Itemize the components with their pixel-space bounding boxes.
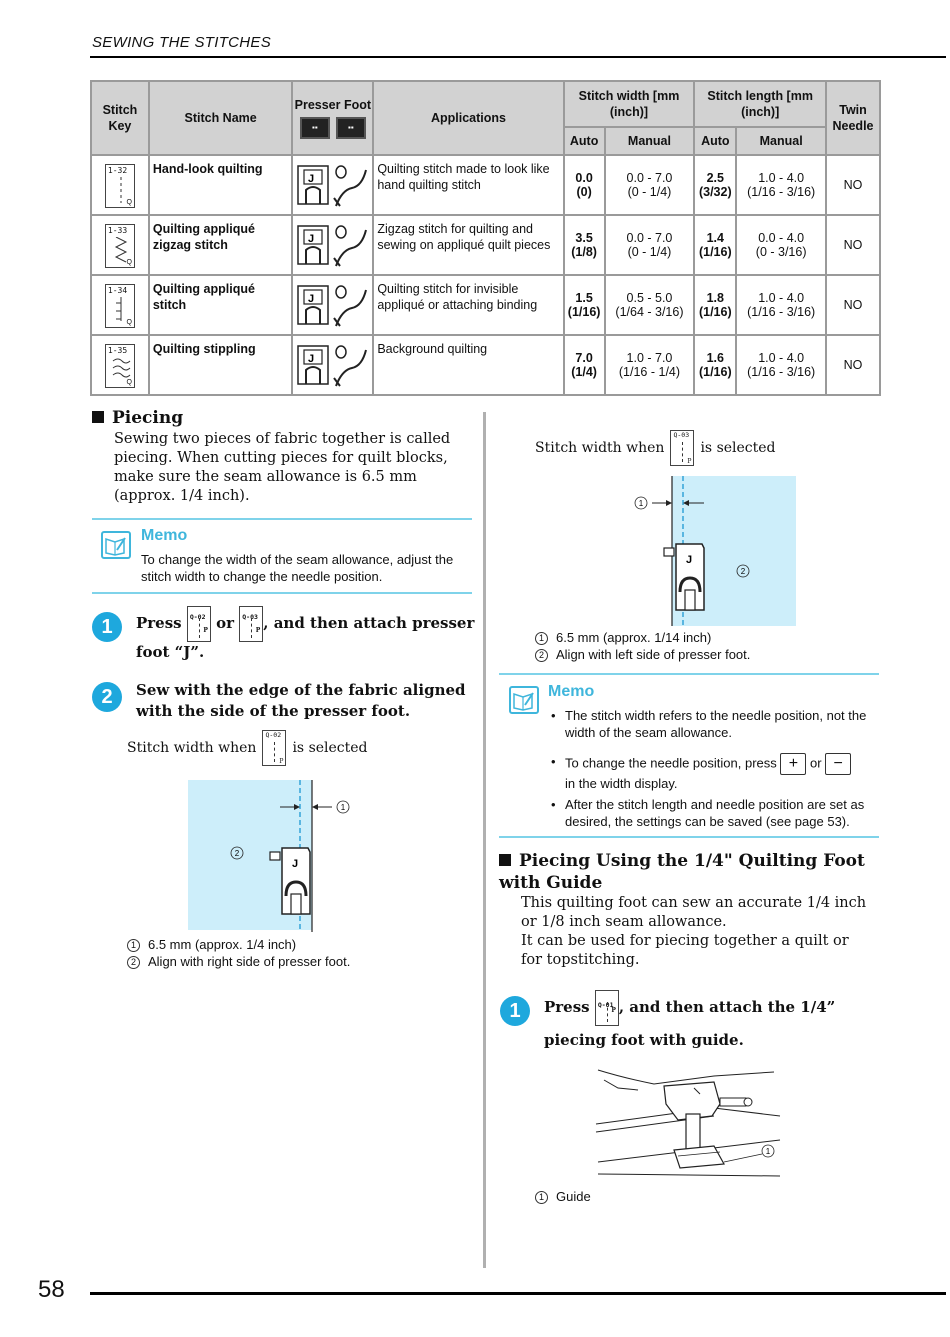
stitch-key-q: Q [126,379,132,386]
caption-right-after: is selected [700,440,776,456]
key-p: P [279,758,284,765]
length-auto-mm: 2.5 [706,171,724,185]
caption-left-before: Stitch width when [127,740,257,756]
stitch-table [90,80,881,396]
num-1-icon: 1 [535,632,548,645]
length-auto-inch: (1/16) [698,365,732,379]
step-1-right-badge: 1 [500,996,530,1026]
caption-right [535,430,776,466]
stitch-key-q02-icon [262,730,286,766]
length-manual-inch: (0 - 3/16) [755,245,807,259]
width-auto-mm: 0.0 [575,171,593,185]
table-row [91,155,880,215]
length-manual [736,275,826,335]
svg-text:J: J [307,172,314,185]
dash-icon [251,618,252,638]
svg-text:J: J [292,858,299,870]
memo2-bullet-2 [549,753,875,792]
memo2-rule-bottom [499,836,879,838]
foot-icon-b: ▪▪ [336,117,366,139]
stitch-key-icon [105,344,135,388]
quarter-inch-body-2: It can be used for piecing together a quilt or for topstitching. [521,933,849,968]
application-text: Zigzag stitch for quilting and sewing on appliqué quilt pieces [373,215,563,275]
width-auto [564,275,605,335]
stitch-name: Hand-look quilting [149,155,293,215]
width-auto-inch: (1/8) [571,245,597,259]
svg-text:1: 1 [765,1147,771,1156]
stitch-key-number: 1-33 [107,226,128,235]
header-stitch-name: Stitch Name [149,81,293,155]
length-auto-mm: 1.6 [706,351,724,365]
width-manual [605,335,695,395]
quarter-inch-heading [499,850,874,894]
svg-text:1: 1 [638,499,644,508]
width-manual-inch: (0 - 1/4) [627,245,672,259]
bullet-2-before: To change the needle position, press [565,755,777,771]
key-p: P [611,1007,616,1014]
quarter-inch-heading-text: Piecing Using the 1/4" Quilting Foot with Guide [499,851,865,893]
step-1-right-press: Press [544,998,590,1016]
footer-rule [90,1292,946,1295]
quarter-inch-body-1: This quilting foot can sew an accurate 1/4 inch or 1/8 inch seam allowance. [521,895,867,930]
application-text: Quilting stitch made to look like hand quilting stitch [373,155,563,215]
memo2-bullet-1: • The stitch width refers to the needle position, not the width of the seam allowance. [549,707,875,741]
memo-rule-bottom [92,592,472,594]
width-auto-inch: (1/16) [567,305,601,319]
stitch-key-cell [91,155,149,215]
key-label: Q-01 [597,1001,614,1009]
length-auto [694,155,736,215]
dash-icon [607,1002,608,1022]
caption-right-before: Stitch width when [535,440,665,456]
header-stitch-length: Stitch length [mm (inch)] [694,81,826,127]
key-p: P [203,627,208,634]
bullet-2-or: or [810,755,822,771]
application-text: Background quilting [373,335,563,395]
stitch-key-icon [105,164,135,208]
num-1-icon: 1 [535,1191,548,1204]
length-manual-inch: (1/16 - 3/16) [747,365,816,379]
length-manual-mm: 0.0 - 4.0 [758,231,805,245]
length-auto-mm: 1.8 [706,291,724,305]
stitch-key-number: 1-32 [107,166,128,175]
length-manual [736,335,826,395]
stitch-key-icon [105,224,135,268]
num-2-icon: 2 [535,649,548,662]
width-auto [564,335,605,395]
twin-needle: NO [826,155,880,215]
stitch-name: Quilting stippling [149,335,293,395]
header-stitch-width: Stitch width [mm (inch)] [564,81,695,127]
memo-title: Memo [141,527,188,544]
step-1-right-text [544,990,874,1054]
length-manual [736,155,826,215]
header-presser-foot-label: Presser Foot [294,98,372,112]
presser-foot-icon [292,275,373,335]
legend-right-text-2: Align with left side of presser foot. [556,647,751,662]
key-p: P [255,627,261,634]
length-auto-mm: 1.4 [706,231,724,245]
legend-left-item-1 [127,936,350,953]
width-manual [605,275,695,335]
length-auto-inch: (1/16) [698,245,732,259]
bullet-2-after: in the width display. [565,776,678,791]
piecing-heading [92,408,183,428]
key-p: P [687,458,692,465]
num-2-icon: 2 [127,956,140,969]
stitch-name: Quilting appliqué zigzag stitch [149,215,293,275]
presser-foot-icon [292,155,373,215]
stitch-key-q01-button[interactable] [595,990,619,1026]
legend-left-text-1: 6.5 mm (approx. 1/4 inch) [148,937,297,952]
presser-foot-icon [292,335,373,395]
legend-right [535,629,750,663]
width-manual-mm: 0.5 - 5.0 [626,291,673,305]
stitch-key-cell [91,215,149,275]
step-1-press: Press [136,614,182,632]
header-width-manual: Manual [605,127,695,155]
header-applications: Applications [373,81,563,155]
key-label: Q-03 [242,613,258,621]
key-label: Q-03 [673,431,690,439]
step-2-text: Sew with the edge of the fabric aligned with the side of the presser foot. [136,681,466,720]
length-manual-mm: 1.0 - 4.0 [758,171,805,185]
stitch-key-q: Q [126,199,132,206]
memo2-book-icon [509,686,539,714]
dash-icon [274,742,275,762]
table-row [91,275,880,335]
foot-icon-a: ▪▪ [300,117,330,139]
stitch-key-number: 1-35 [107,346,128,355]
dash-icon [682,442,683,462]
width-auto-mm: 7.0 [575,351,593,365]
width-manual [605,215,695,275]
legend-right-item-1 [535,629,750,646]
length-manual [736,215,826,275]
width-auto-inch: (1/4) [571,365,597,379]
length-manual-mm: 1.0 - 4.0 [758,291,805,305]
page-number: 58 [38,1276,65,1303]
twin-needle: NO [826,335,880,395]
width-auto-inch: (0) [576,185,592,199]
stitch-key-q03-button[interactable] [239,606,263,642]
header-twin-needle: Twin Needle [826,81,880,155]
step-1-text [136,606,476,663]
width-auto-mm: 3.5 [575,231,593,245]
length-manual-mm: 1.0 - 4.0 [758,351,805,365]
width-manual-inch: (1/16 - 1/4) [618,365,681,379]
width-manual-mm: 0.0 - 7.0 [626,171,673,185]
length-manual-inch: (1/16 - 3/16) [747,305,816,319]
heading-square-icon [499,854,511,866]
header-stitch-key: Stitch Key [91,81,149,155]
guide-legend-text: Guide [556,1189,591,1204]
key-label: Q-02 [265,731,282,739]
width-manual-inch: (0 - 1/4) [627,185,672,199]
memo-rule-top [92,518,472,520]
twin-needle: NO [826,215,880,275]
stitch-key-q: Q [126,319,132,326]
svg-text:J: J [307,292,314,305]
stitch-key-number: 1-34 [107,286,128,295]
key-label: Q-02 [189,613,206,621]
width-manual-mm: 1.0 - 7.0 [626,351,673,365]
legend-left-item-2 [127,953,350,970]
header-rule [90,56,946,58]
width-manual [605,155,695,215]
svg-text:1: 1 [340,803,346,812]
caption-left [127,730,368,766]
header-length-auto: Auto [694,127,736,155]
width-auto-mm: 1.5 [575,291,593,305]
heading-square-icon [92,411,104,423]
application-text: Quilting stitch for invisible appliqué or attaching binding [373,275,563,335]
presser-foot-icon [292,215,373,275]
column-separator [483,412,486,1268]
width-manual-inch: (1/64 - 3/16) [615,305,684,319]
svg-text:J: J [307,352,314,365]
stitch-name: Quilting appliqué stitch [149,275,293,335]
width-manual-mm: 0.0 - 7.0 [626,231,673,245]
legend-left-text-2: Align with right side of presser foot. [148,954,351,969]
step-1-badge: 1 [92,612,122,642]
legend-right-text-1: 6.5 mm (approx. 1/14 inch) [556,630,712,645]
stitch-key-q02-button[interactable] [187,606,211,642]
memo2-bullet-3: • After the stitch length and needle position are set as desired, the settings can be saved (see page 53). [549,796,875,830]
minus-button[interactable]: − [825,753,851,775]
twin-needle: NO [826,275,880,335]
table-row [91,215,880,275]
length-auto-inch: (1/16) [698,305,732,319]
seam-diagram-left [186,776,356,932]
stitch-key-q03-icon [670,430,694,466]
svg-text:J: J [686,554,693,566]
step-2-badge: 2 [92,682,122,712]
length-auto [694,275,736,335]
width-auto [564,215,605,275]
quilting-foot-illustration [594,1064,784,1184]
length-auto-inch: (3/32) [698,185,732,199]
width-auto [564,155,605,215]
stitch-key-q: Q [126,259,132,266]
memo-text: To change the width of the seam allowance, adjust the stitch width to change the needle position. [141,552,454,584]
stitch-key-cell [91,275,149,335]
step-1-rest: , and then attach presser foot “J”. [136,614,475,661]
caption-left-after: is selected [292,740,368,756]
stitch-key-cell [91,335,149,395]
svg-text:J: J [307,232,314,245]
svg-text:2: 2 [234,849,240,858]
step-1-right-rest: , and then attach the 1/4” piecing foot with guide. [544,998,836,1049]
running-head: SEWING THE STITCHES [92,34,272,51]
memo2-bullets [549,707,875,830]
header-width-auto: Auto [564,127,605,155]
step-1-or: or [216,614,235,632]
legend-right-item-2 [535,646,750,663]
plus-button[interactable]: + [780,753,806,775]
legend-left [127,936,350,970]
header-length-manual: Manual [736,127,826,155]
length-auto [694,335,736,395]
stitch-key-icon [105,284,135,328]
memo2-title: Memo [548,683,595,700]
svg-text:2: 2 [740,567,746,576]
table-row [91,335,880,395]
length-manual-inch: (1/16 - 3/16) [747,185,816,199]
num-1-icon: 1 [127,939,140,952]
memo2-rule-top [499,673,879,675]
piecing-heading-text: Piecing [112,408,184,428]
dash-icon [199,618,200,638]
piecing-body: Sewing two pieces of fabric together is called piecing. When cutting pieces for quilt blocks, make sure the seam allowance is 6.5 mm (approx. 1/4 inch). [114,431,451,504]
guide-legend [535,1188,591,1205]
length-auto [694,215,736,275]
header-presser-foot [292,81,373,155]
seam-diagram-right [630,474,800,630]
memo-book-icon [101,531,131,559]
